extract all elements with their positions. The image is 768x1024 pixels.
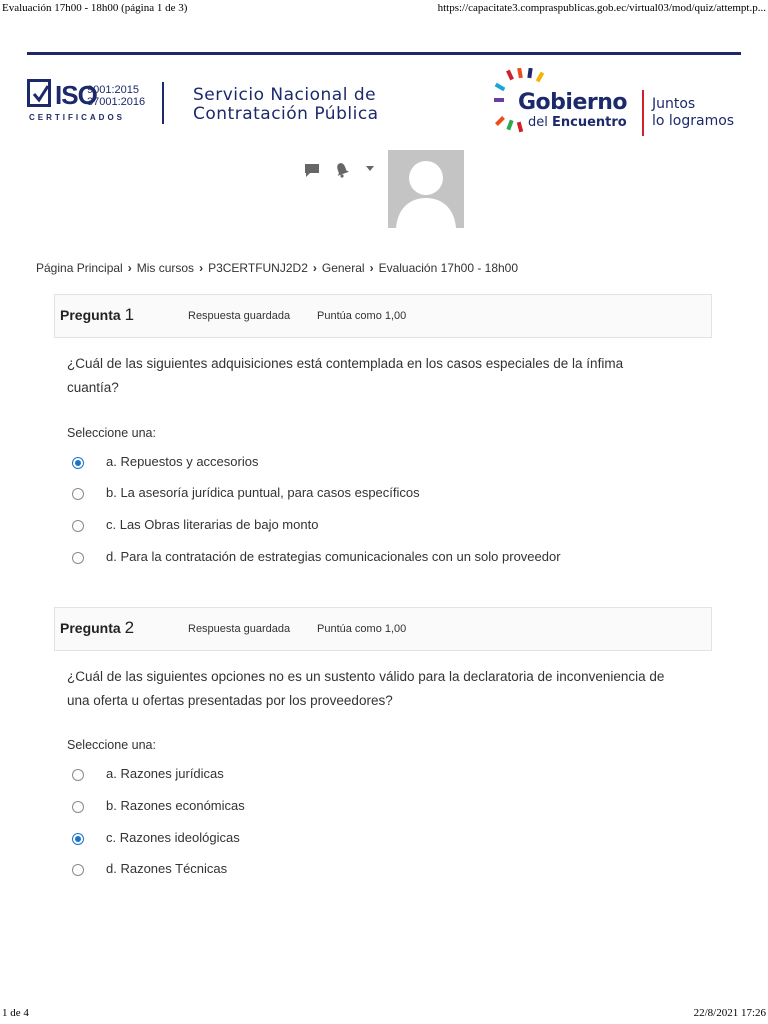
sercop-logo-text[interactable]: [193, 86, 379, 124]
answer-label: a. Razones jurídicas: [106, 766, 224, 781]
breadcrumb-item[interactable]: Mis cursos: [136, 261, 195, 275]
radio-button[interactable]: [72, 769, 84, 781]
bell-icon[interactable]: [334, 162, 350, 178]
iso-mark: ISO: [55, 80, 97, 110]
question-1-header: [54, 294, 712, 338]
radio-button[interactable]: [72, 488, 84, 500]
header-rule: [27, 52, 741, 55]
question-title: [60, 305, 134, 325]
answer-option[interactable]: [70, 454, 710, 474]
radio-button[interactable]: [72, 520, 84, 532]
answer-option[interactable]: [70, 798, 710, 818]
radio-button-checked[interactable]: [72, 457, 84, 469]
sercop-line-2: Contratación Pública: [193, 104, 379, 124]
question-label: Pregunta: [60, 307, 121, 323]
iso-certified-label: CERTIFICADOS: [29, 113, 125, 122]
print-page-count: 1 de 4: [2, 1007, 29, 1019]
print-datetime: 22/8/2021 17:26: [693, 1007, 766, 1019]
breadcrumb-item[interactable]: Evaluación 17h00 - 18h00: [378, 261, 519, 275]
gobierno-subtitle: [528, 115, 627, 130]
question-label: Pregunta: [60, 620, 121, 636]
chevron-right-icon: ›: [127, 261, 132, 275]
gobierno-title: Gobierno: [518, 90, 628, 115]
gobierno-logo: [494, 68, 744, 136]
question-2-prompt: Seleccione una:: [67, 738, 156, 752]
answer-option[interactable]: [70, 485, 710, 505]
question-number: 2: [124, 618, 135, 637]
radio-button[interactable]: [72, 801, 84, 813]
radio-button[interactable]: [72, 552, 84, 564]
user-avatar-icon: [388, 150, 464, 228]
answer-label: c. Razones ideológicas: [106, 830, 240, 845]
answer-label: d. Razones Técnicas: [106, 861, 228, 876]
question-number: 1: [124, 305, 135, 324]
gobierno-sub-prefix: del: [528, 115, 548, 130]
print-header: [0, 0, 768, 18]
question-title: [60, 618, 134, 638]
print-title: Evaluación 17h00 - 18h00 (página 1 de 3): [2, 2, 188, 14]
question-state: Respuesta guardada: [188, 623, 291, 635]
iso-standard-2: 37001:2016: [87, 96, 146, 108]
answer-option[interactable]: [70, 766, 710, 786]
breadcrumb-item[interactable]: General: [321, 261, 365, 275]
slogan-line-1: Juntos: [652, 96, 696, 112]
question-2-text: ¿Cuál de las siguientes opciones no es un sustento válido para la declaratoria de inconveniencia de una oferta u ofertas presentadas por los proveedores?: [67, 669, 665, 708]
answer-label: b. Razones económicas: [106, 798, 245, 813]
message-icon[interactable]: [304, 162, 320, 178]
brand-divider: [162, 82, 164, 124]
breadcrumb-item[interactable]: P3CERTFUNJ2D2: [208, 261, 308, 275]
answer-option[interactable]: [70, 830, 710, 850]
question-grade: Puntúa como 1,00: [317, 310, 407, 322]
answer-label: d. Para la contratación de estrategias comunicacionales con un solo proveedor: [106, 549, 561, 564]
caret-down-icon[interactable]: [366, 166, 374, 172]
checkmark-icon: [27, 79, 51, 107]
slogan-line-2: lo logramos: [652, 113, 735, 129]
gobierno-divider: [642, 90, 644, 136]
gobierno-sub-bold: Encuentro: [552, 115, 627, 130]
print-url: https://capacitate3.compraspublicas.gob.ec/virtual03/mod/quiz/attempt.p...: [437, 2, 766, 14]
question-1-text: ¿Cuál de las siguientes adquisiciones está contemplada en los casos especiales de la ínfima cuantía?: [67, 356, 624, 395]
print-footer: [0, 1006, 768, 1024]
user-avatar[interactable]: [388, 150, 464, 228]
breadcrumb-item[interactable]: Página Principal: [36, 261, 123, 275]
question-state: Respuesta guardada: [188, 310, 291, 322]
answer-option[interactable]: [70, 517, 710, 537]
answer-option[interactable]: [70, 861, 710, 881]
question-1-prompt: Seleccione una:: [67, 426, 156, 440]
question-grade: Puntúa como 1,00: [317, 623, 407, 635]
chevron-right-icon: ›: [312, 261, 317, 275]
answer-label: a. Repuestos y accesorios: [106, 454, 259, 469]
question-2-header: [54, 607, 712, 651]
answer-option[interactable]: [70, 549, 710, 569]
answer-label: c. Las Obras literarias de bajo monto: [106, 517, 319, 532]
breadcrumb: [36, 261, 518, 275]
iso-standard-1: 9001:2015: [87, 84, 139, 96]
chevron-right-icon: ›: [199, 261, 204, 275]
answer-label: b. La asesoría jurídica puntual, para casos específicos: [106, 485, 420, 500]
iso-certification-logo: [27, 79, 147, 125]
sercop-line-1: Servicio Nacional de: [193, 85, 377, 105]
gobierno-slogan: [652, 96, 734, 130]
chevron-right-icon: ›: [369, 261, 374, 275]
user-navigation: [300, 150, 470, 230]
iso-standards: [87, 84, 145, 108]
radio-button-checked[interactable]: [72, 833, 84, 845]
radio-button[interactable]: [72, 864, 84, 876]
